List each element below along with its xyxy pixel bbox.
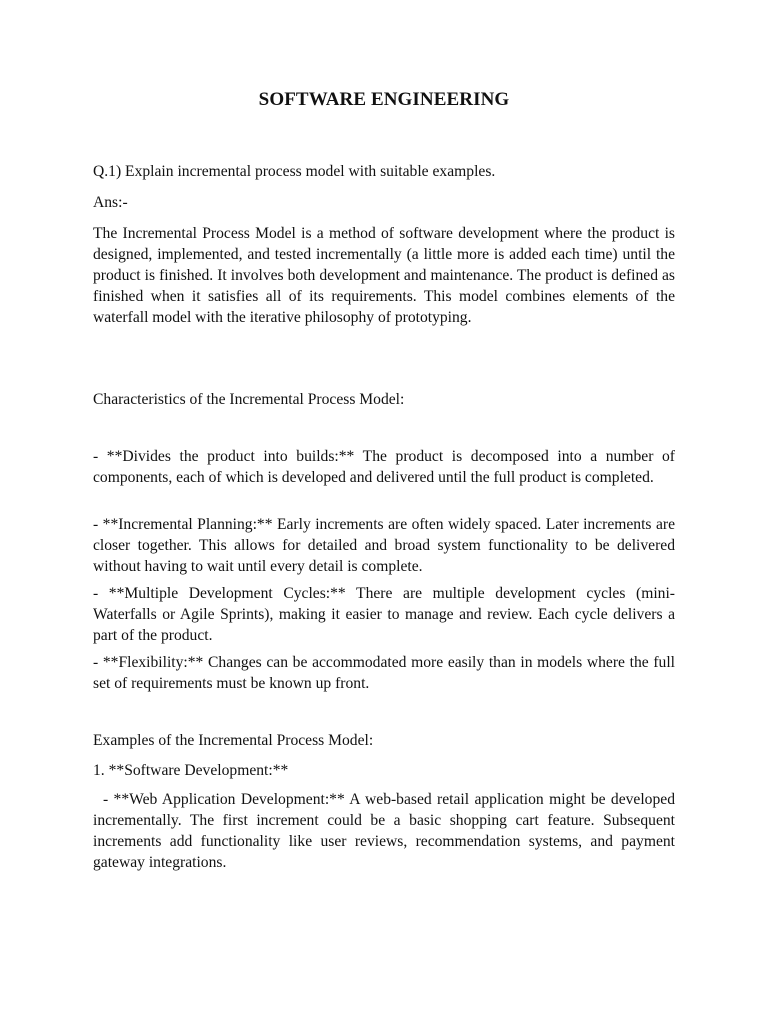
answer-label: Ans:- <box>93 194 128 211</box>
characteristic-item: - **Incremental Planning:** Early increments are often widely spaced. Later increments are closer together. This allows for detailed and broad system functionality to be delivered without having to wait until every detail is complete. <box>93 516 675 575</box>
intro-paragraph: The Incremental Process Model is a method of software development where the product is designed, implemented, and tested incrementally (a little more is added each time) until the product is finished. It involves both development and maintenance. The product is defined as finished when it satisfies all of its requirements. This model combines elements of the waterfall model with the iterative philosophy of prototyping. <box>93 225 675 326</box>
example-category-label: 1. **Software Development:** <box>93 762 289 779</box>
document-title: SOFTWARE ENGINEERING <box>258 89 510 110</box>
characteristics-heading: Characteristics of the Incremental Process Model: <box>93 391 405 408</box>
characteristic-item: - **Multiple Development Cycles:** There are multiple development cycles (mini-Waterfalls or Agile Sprints), making it easier to manage and review. Each cycle delivers a part of the product. <box>93 585 675 644</box>
examples-heading: Examples of the Incremental Process Model: <box>93 732 374 749</box>
question-text: Q.1) Explain incremental process model with suitable examples. <box>93 163 496 180</box>
example-item: - **Web Application Development:** A web-based retail application might be developed incrementally. The first increment could be a basic shopping cart feature. Subsequent increments add functionality like user reviews, recommendation systems, and payment gateway integrations. <box>93 791 675 871</box>
characteristic-item: - **Flexibility:** Changes can be accommodated more easily than in models where the full set of requirements must be known up front. <box>93 654 675 692</box>
characteristic-item: - **Divides the product into builds:** The product is decomposed into a number of components, each of which is developed and delivered until the full product is completed. <box>93 448 675 486</box>
